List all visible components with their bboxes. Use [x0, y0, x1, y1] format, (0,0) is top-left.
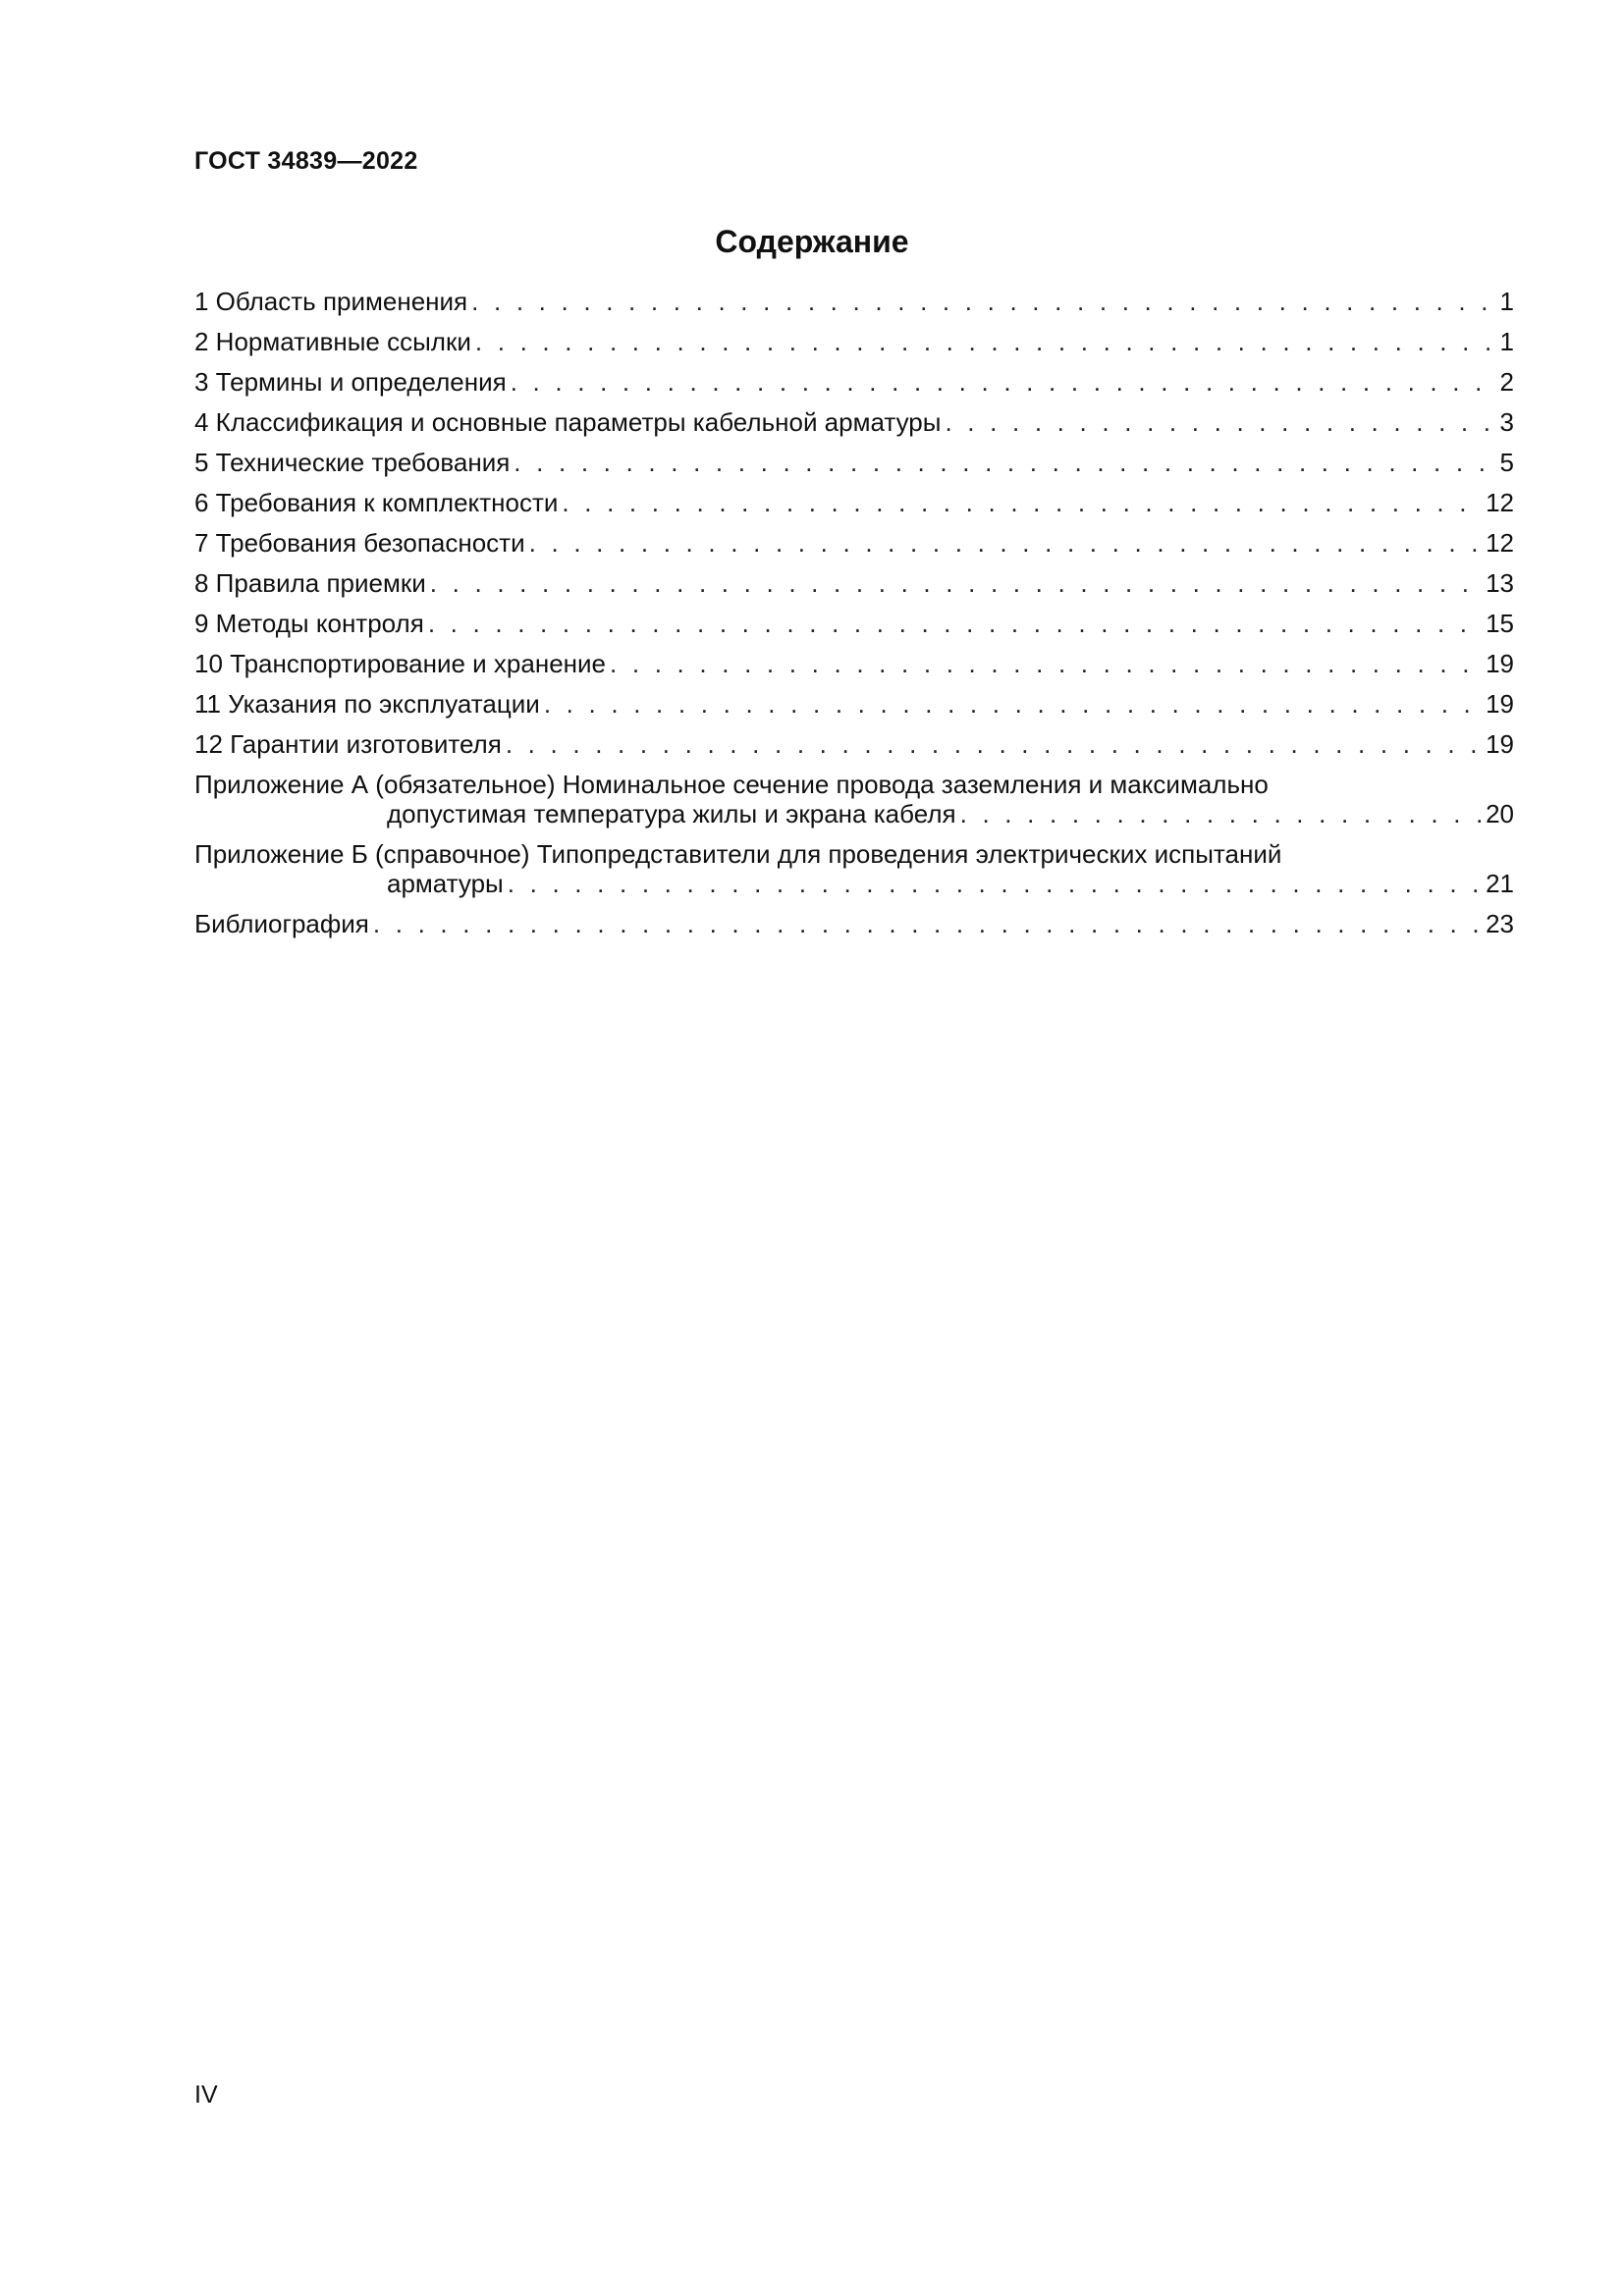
toc-appendix-second-line: допустимая температура жилы и экрана кабеля	[387, 799, 956, 828]
toc-leader-dots	[562, 488, 1482, 517]
toc-leader-dots	[430, 568, 1482, 598]
toc-leader-dots	[544, 689, 1482, 719]
toc-entry-5[interactable]	[194, 448, 1514, 477]
toc-entry-page: 19	[1486, 649, 1514, 678]
toc-entry-page: 3	[1499, 407, 1514, 437]
toc-appendix-second-line: арматуры	[387, 869, 504, 898]
toc-entry-text: 11 Указания по эксплуатации	[194, 689, 540, 719]
toc-entry-page: 19	[1486, 729, 1514, 759]
toc-leader-dots	[428, 609, 1482, 638]
toc-appendix-a[interactable]	[194, 770, 1514, 828]
toc-entry-6[interactable]	[194, 488, 1514, 517]
toc-leader-dots	[514, 448, 1495, 477]
toc-entry-text: 4 Классификация и основные параметры кабельной арматуры	[194, 407, 942, 437]
toc-entry-text: 8 Правила приемки	[194, 568, 426, 598]
toc-entry-page: 20	[1486, 799, 1514, 828]
toc-entry-text: 5 Технические требования	[194, 448, 511, 477]
toc-leader-dots	[960, 799, 1482, 828]
toc-entry-page: 19	[1486, 689, 1514, 719]
toc-entry-text: 9 Методы контроля	[194, 609, 424, 638]
standard-id: ГОСТ 34839—2022	[194, 147, 418, 175]
toc-entry-text: Библиография	[194, 909, 369, 938]
toc-bibliography[interactable]	[194, 909, 1514, 938]
toc-entry-4[interactable]	[194, 407, 1514, 437]
toc-entry-text: 3 Термины и определения	[194, 367, 507, 397]
toc-leader-dots	[506, 729, 1482, 759]
toc-leader-dots	[373, 909, 1482, 938]
toc-entry-page: 23	[1486, 909, 1514, 938]
toc-entry-text: 7 Требования безопасности	[194, 528, 525, 558]
toc-entry-text: 10 Транспортирование и хранение	[194, 649, 606, 678]
toc-entry-text: 12 Гарантии изготовителя	[194, 729, 502, 759]
toc-entry-page: 5	[1499, 448, 1514, 477]
toc-entry-page: 2	[1499, 367, 1514, 397]
toc-entry-page: 1	[1499, 327, 1514, 356]
toc-entry-3[interactable]	[194, 367, 1514, 397]
toc-entry-text: 2 Нормативные ссылки	[194, 327, 471, 356]
toc-entry-page: 21	[1486, 869, 1514, 898]
toc-entry-page: 13	[1486, 568, 1514, 598]
toc-leader-dots	[475, 327, 1496, 356]
page-number: IV	[194, 2081, 218, 2109]
toc-entry-9[interactable]	[194, 609, 1514, 638]
toc-entry-7[interactable]	[194, 528, 1514, 558]
toc-entry-8[interactable]	[194, 568, 1514, 598]
toc-entry-page: 12	[1486, 528, 1514, 558]
toc-entry-page: 15	[1486, 609, 1514, 638]
toc-entry-11[interactable]	[194, 689, 1514, 719]
toc-entry-page: 1	[1499, 287, 1514, 316]
toc-entry-page: 12	[1486, 488, 1514, 517]
toc-leader-dots	[471, 287, 1495, 316]
toc-appendix-first-line: Приложение Б (справочное) Типопредставители для проведения электрических испытаний	[194, 839, 1282, 869]
toc-leader-dots	[610, 649, 1482, 678]
toc-appendix-first-line: Приложение А (обязательное) Номинальное сечение провода заземления и максимально	[194, 770, 1269, 799]
toc-leader-dots	[529, 528, 1482, 558]
toc-entry-text: 6 Требования к комплектности	[194, 488, 559, 517]
toc-entry-12[interactable]	[194, 729, 1514, 759]
toc-entry-text: 1 Область применения	[194, 287, 468, 316]
toc-leader-dots	[945, 407, 1495, 437]
table-of-contents	[194, 287, 1514, 949]
toc-appendix-b[interactable]	[194, 839, 1514, 898]
toc-leader-dots	[508, 869, 1482, 898]
toc-entry-1[interactable]	[194, 287, 1514, 316]
toc-entry-10[interactable]	[194, 649, 1514, 678]
toc-title: Содержание	[715, 224, 909, 259]
toc-leader-dots	[511, 367, 1496, 397]
toc-entry-2[interactable]	[194, 327, 1514, 356]
